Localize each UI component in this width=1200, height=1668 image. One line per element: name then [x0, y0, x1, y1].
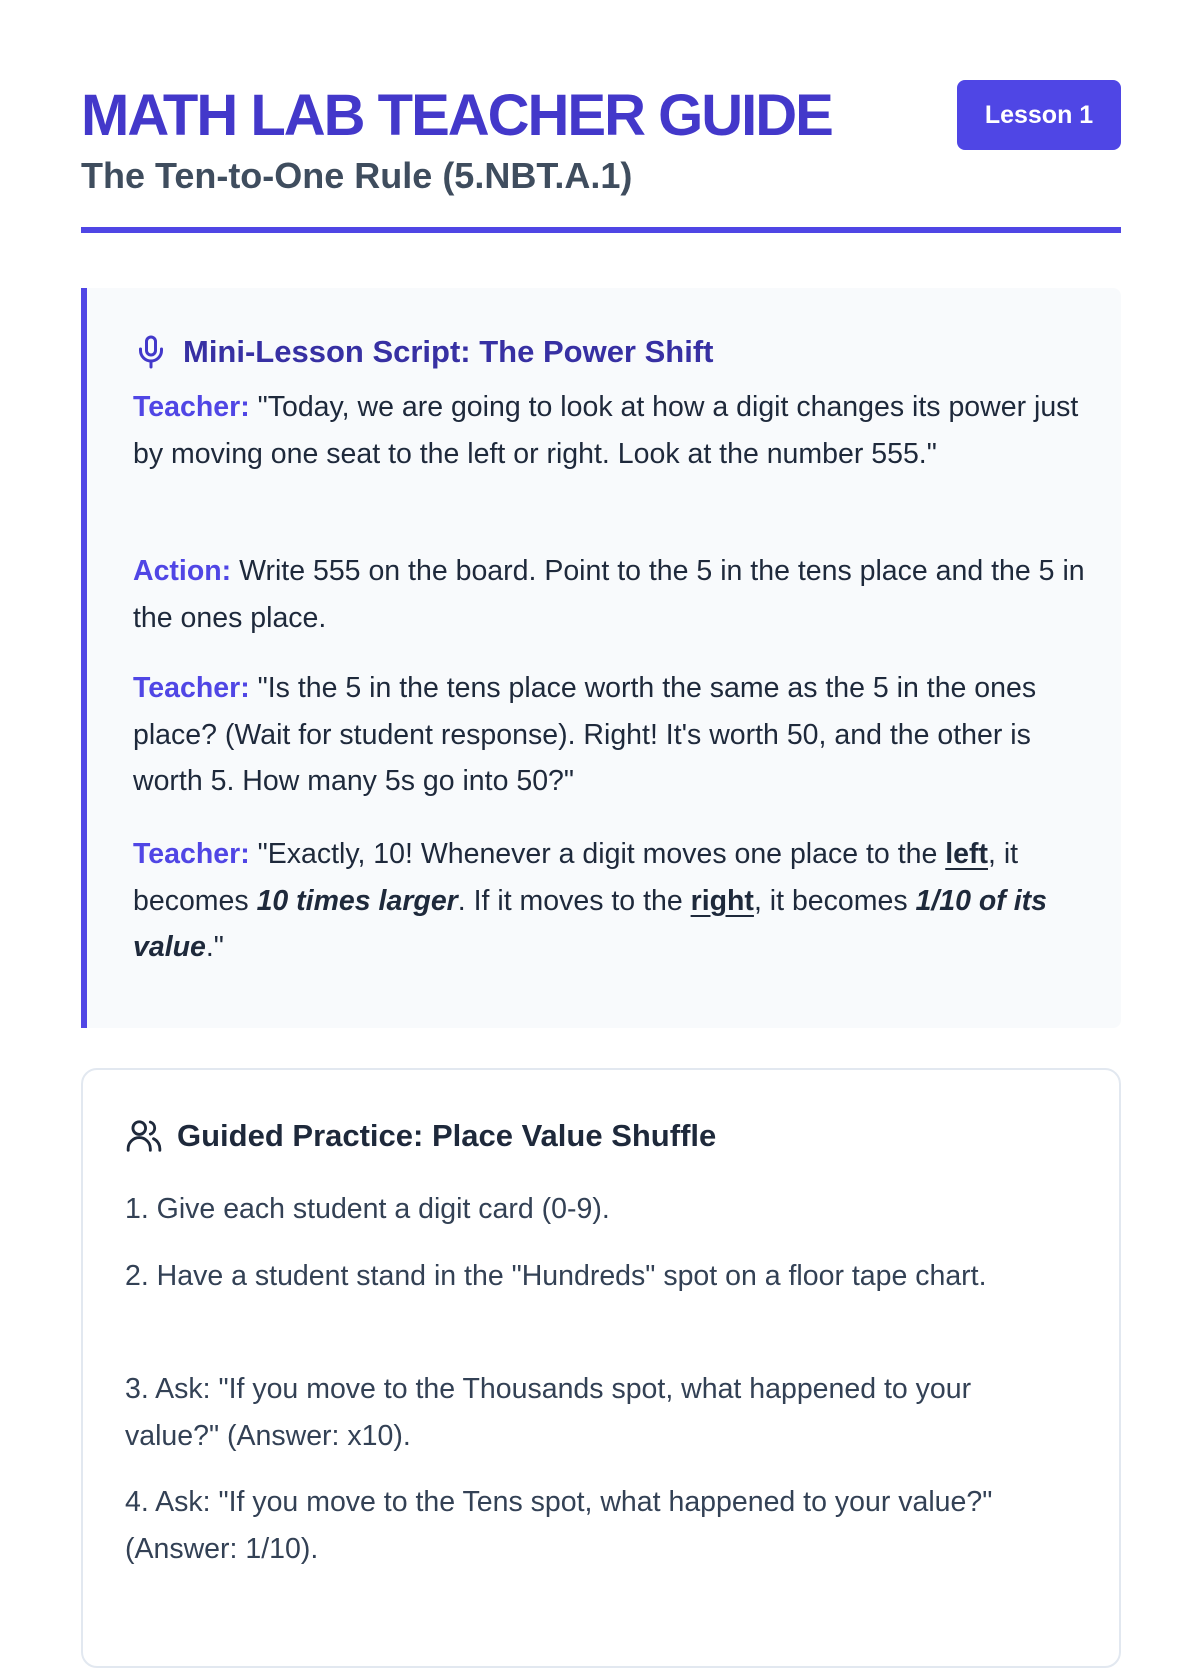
- users-icon: [125, 1117, 163, 1155]
- emphasis-ten-times: 10 times larger: [256, 884, 458, 917]
- practice-step: 1. Give each student a digit card (0-9).: [125, 1193, 610, 1225]
- paragraph-text: "Is the 5 in the tens place worth the same as the 5 in the ones place? (Wait for student response). Right! It's worth 50, and the other is worth 5. How many 5s go into 50?": [133, 672, 1037, 797]
- paragraph-text: "Exactly, 10! Whenever a digit moves one place to the: [257, 838, 946, 870]
- practice-step: 2. Have a student stand in the "Hundreds" spot on a floor tape chart.: [125, 1260, 987, 1292]
- speaker-label: Teacher:: [133, 672, 250, 704]
- emphasis-left: left: [945, 838, 988, 870]
- page-title: MATH LAB TEACHER GUIDE: [81, 83, 832, 148]
- speaker-label: Action:: [133, 555, 232, 587]
- practice-step: 3. Ask: "If you move to the Thousands spot, what happened to your value?" (Answer: x10).: [125, 1373, 972, 1452]
- speaker-label: Teacher:: [133, 838, 250, 870]
- practice-title: Guided Practice: Place Value Shuffle: [177, 1118, 717, 1153]
- practice-step: 4. Ask: "If you move to the Tens spot, what happened to your value?" (Answer: 1/10).: [125, 1486, 993, 1565]
- script-paragraph-4: [133, 831, 1093, 971]
- paragraph-text: "Today, we are going to look at how a digit changes its power just by moving one seat to the left or right. Look at the number 555.": [133, 391, 1079, 470]
- speaker-label: Teacher:: [133, 391, 250, 423]
- script-paragraph-3: [133, 665, 1093, 805]
- script-heading: [133, 330, 713, 374]
- script-paragraph-1: [133, 384, 1093, 477]
- header-divider: [81, 227, 1121, 233]
- mini-lesson-script-card: [81, 288, 1121, 1028]
- script-paragraph-2: [133, 548, 1093, 641]
- guided-practice-card: [81, 1068, 1121, 1668]
- paragraph-text: , it becomes: [753, 884, 916, 917]
- paragraph-text: Write 555 on the board. Point to the 5 in the tens place and the 5 in the ones place.: [133, 555, 1085, 634]
- microphone-icon: [133, 334, 169, 370]
- paragraph-text: . If it moves to the: [457, 884, 691, 917]
- practice-heading: [125, 1114, 716, 1158]
- page-subtitle: The Ten-to-One Rule (5.NBT.A.1): [81, 155, 633, 196]
- paragraph-text: , it becomes: [133, 838, 1019, 917]
- paragraph-text: .": [205, 931, 224, 963]
- lesson-badge: Lesson 1: [957, 80, 1121, 150]
- script-title: Mini-Lesson Script: The Power Shift: [183, 334, 714, 369]
- emphasis-right: right: [690, 884, 754, 917]
- emphasis-one-tenth: 1/10 of its value: [133, 884, 1047, 963]
- header: [81, 80, 1121, 200]
